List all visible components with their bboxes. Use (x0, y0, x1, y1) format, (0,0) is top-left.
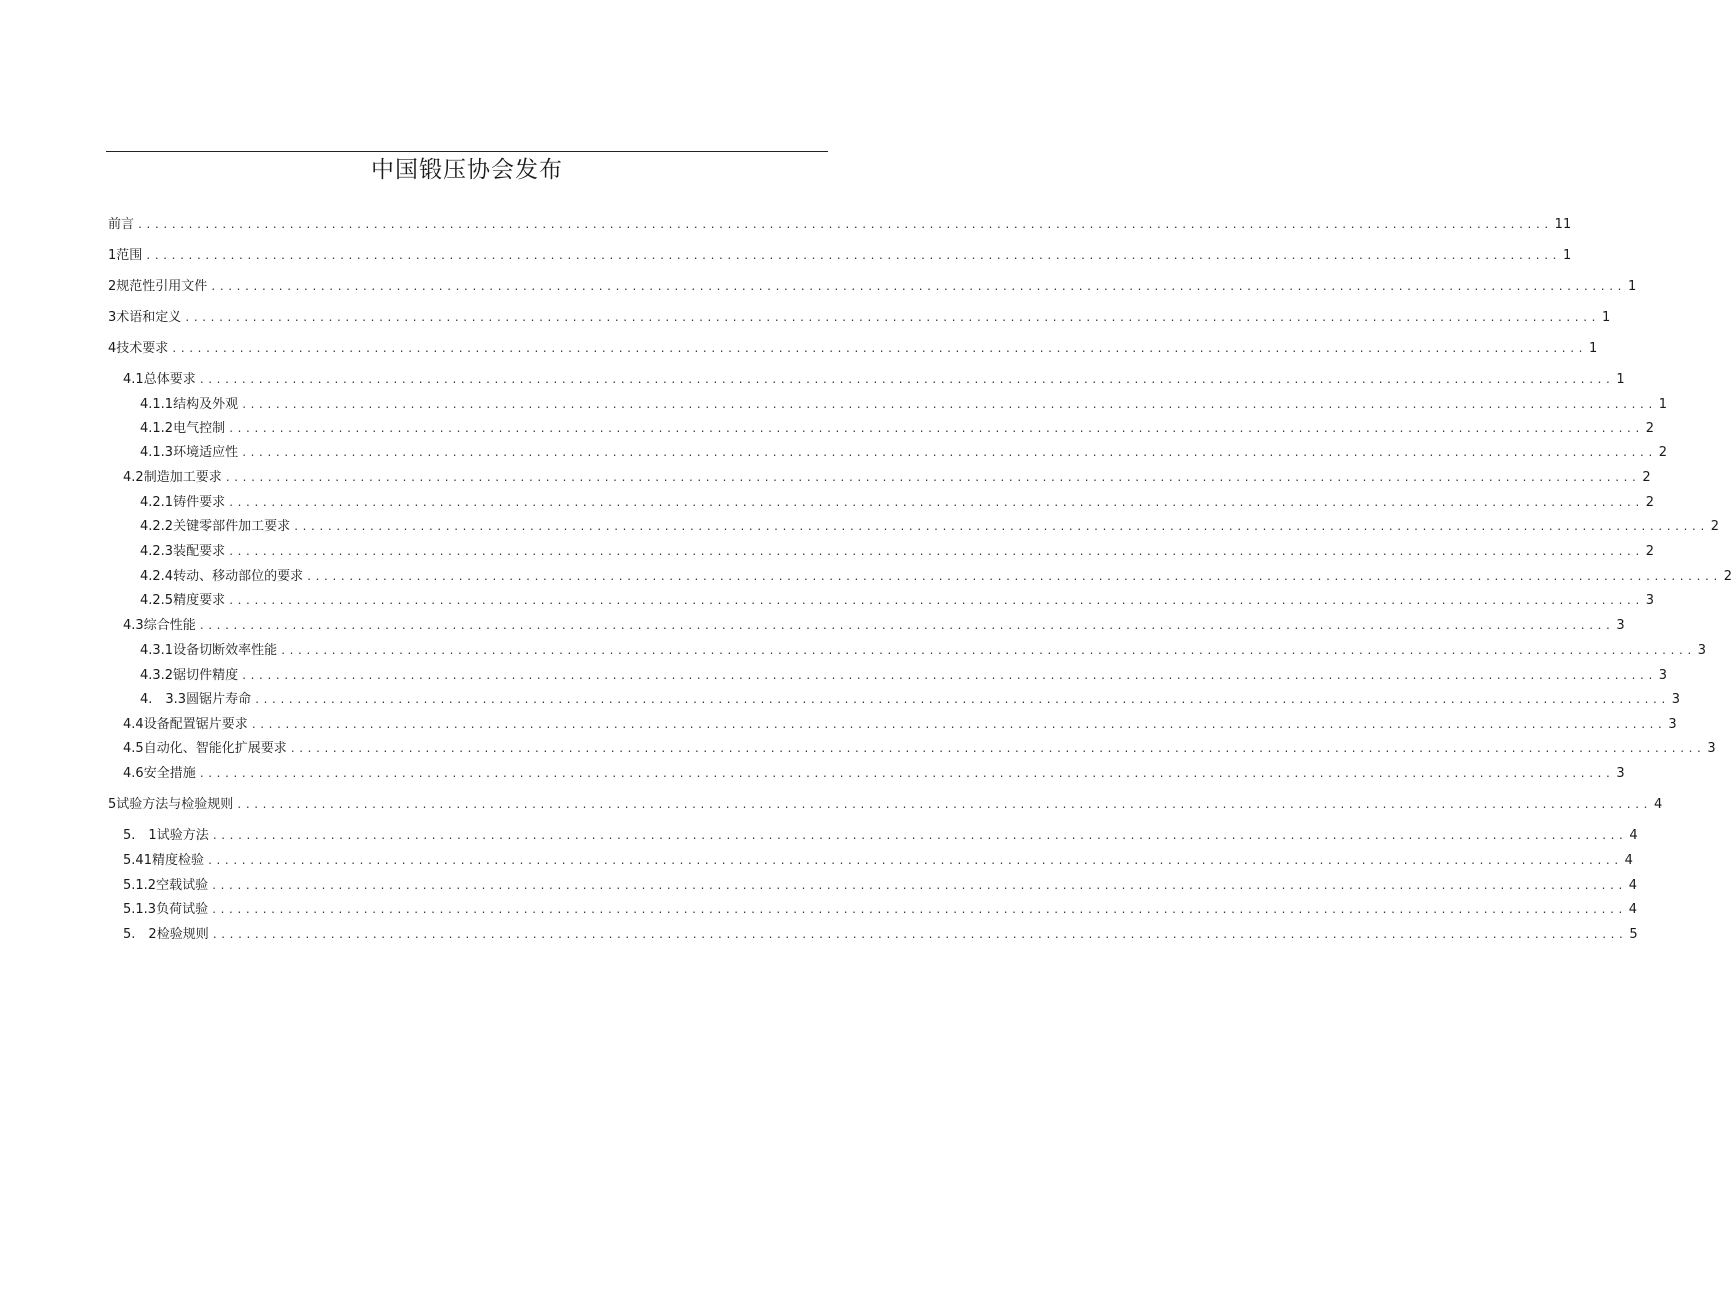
toc-leader-dots: ........................................................................................................................................................................ (236, 800, 1651, 811)
toc-entry-label: 自动化、智能化扩展要求 (143, 741, 287, 756)
toc-entry-number: 4. 3.3 (140, 692, 187, 707)
toc-entry-page: 3 (1668, 717, 1677, 732)
toc-entry-page: 4 (1629, 828, 1638, 843)
toc-entry-4-6[interactable] (123, 765, 1625, 784)
toc-entry-page: 1 (1627, 279, 1637, 294)
toc-entry-label: 综合性能 (143, 618, 196, 633)
toc-leader-dots: ........................................................................................................................................................................ (306, 572, 1721, 583)
toc-entry-page: 4 (1628, 878, 1638, 893)
toc-leader-dots: ........................................................................................................................................................................ (228, 547, 1643, 558)
toc-entry-page: 2 (1658, 445, 1668, 460)
toc-entry-label: 锯切件精度 (173, 668, 239, 683)
toc-entry-number: 4.1 (123, 372, 144, 387)
toc-entry-4-2-1[interactable] (140, 494, 1655, 513)
toc-entry-label: 结构及外观 (173, 397, 239, 412)
toc-leader-dots: ........................................................................................................................................................................ (206, 856, 1622, 867)
toc-leader-dots: ........................................................................................................................................................................ (198, 621, 1614, 632)
toc-entry-4-2[interactable] (123, 469, 1651, 488)
toc-entry-number: 1 (108, 248, 117, 263)
toc-entry-number: 5 (108, 797, 117, 812)
toc-entry-foreword[interactable] (108, 216, 1572, 235)
toc-entry-number: 4.2.3 (140, 544, 174, 559)
toc-leader-dots: ........................................................................................................................................................................ (171, 344, 1586, 355)
toc-entry-number: 5.1.3 (123, 902, 157, 917)
toc-entry-label: 圆锯片寿命 (186, 692, 252, 707)
toc-entry-label: 设备配置锯片要求 (143, 717, 248, 732)
toc-leader-dots: ........................................................................................................................................................................ (211, 930, 1627, 941)
toc-leader-dots: ........................................................................................................................................................................ (250, 720, 1666, 731)
header-rule (106, 151, 828, 152)
toc-entry-4-1-3[interactable] (140, 444, 1668, 463)
toc-entry-page: 1 (1562, 248, 1572, 263)
toc-leader-dots: ........................................................................................................................................................................ (145, 251, 1560, 262)
toc-entry-4-1[interactable] (123, 371, 1625, 390)
toc-entry-label: 试验方法 (156, 828, 209, 843)
toc-entry-number: 4.6 (123, 766, 144, 781)
toc-leader-dots: ........................................................................................................................................................................ (137, 220, 1552, 231)
toc-entry-page: 11 (1554, 217, 1572, 232)
toc-entry-number: 4.2 (123, 470, 144, 485)
toc-entry-label: 精度要求 (173, 593, 226, 608)
toc-entry-label: 安全措施 (143, 766, 196, 781)
toc-entry-4-3-1[interactable] (140, 642, 1707, 661)
toc-entry-test-methods[interactable] (108, 796, 1663, 815)
toc-leader-dots: ........................................................................................................................................................................ (198, 769, 1614, 780)
toc-entry-5-1-3[interactable] (123, 901, 1638, 920)
toc-entry-page: 2 (1645, 421, 1655, 436)
toc-entry-page: 2 (1645, 495, 1655, 510)
toc-entry-number: 4.5 (123, 741, 144, 756)
toc-leader-dots: ........................................................................................................................................................................ (224, 473, 1640, 484)
toc-entry-4-4[interactable] (123, 716, 1677, 735)
toc-entry-5-2[interactable] (123, 926, 1638, 945)
toc-leader-dots: ........................................................................................................................................................................ (241, 448, 1656, 459)
toc-entry-label: 空载试验 (156, 878, 209, 893)
toc-leader-dots: ........................................................................................................................................................................ (280, 646, 1695, 657)
toc-entry-normative-references[interactable] (108, 278, 1637, 297)
toc-entry-4-2-4[interactable] (140, 568, 1732, 587)
toc-entry-4-3-2[interactable] (140, 667, 1668, 686)
toc-leader-dots: ........................................................................................................................................................................ (228, 596, 1643, 607)
toc-entry-label: 试验方法与检验规则 (116, 797, 234, 812)
toc-leader-dots: ........................................................................................................................................................................ (241, 400, 1656, 411)
toc-entry-4-3[interactable] (123, 617, 1625, 636)
toc-entry-label: 检验规则 (156, 927, 209, 942)
toc-entry-label: 负荷试验 (156, 902, 209, 917)
toc-entry-number: 2 (108, 279, 117, 294)
toc-entry-number: 4.2.4 (140, 569, 174, 584)
toc-entry-number: 5. 2 (123, 927, 157, 942)
toc-entry-label: 制造加工要求 (143, 470, 222, 485)
toc-entry-label: 总体要求 (143, 372, 196, 387)
toc-entry-label: 电气控制 (173, 421, 226, 436)
toc-entry-number: 5. 1 (123, 828, 157, 843)
toc-entry-page: 1 (1658, 397, 1668, 412)
toc-entry-label: 规范性引用文件 (116, 279, 208, 294)
toc-entry-number: 4.2.5 (140, 593, 174, 608)
toc-entry-number: 5.1.2 (123, 878, 157, 893)
toc-entry-page: 3 (1658, 668, 1668, 683)
toc-entry-page: 4 (1624, 853, 1633, 868)
toc-entry-number: 4.2.2 (140, 519, 174, 534)
toc-entry-page: 4 (1653, 797, 1663, 812)
toc-entry-terms[interactable] (108, 309, 1611, 328)
toc-entry-label: 装配要求 (173, 544, 226, 559)
toc-entry-label: 范围 (116, 248, 143, 263)
toc-entry-page: 3 (1645, 593, 1655, 608)
toc-entry-4-1-1[interactable] (140, 396, 1668, 415)
toc-entry-number: 4.1.3 (140, 445, 174, 460)
toc-entry-5-4-1[interactable] (123, 852, 1633, 871)
toc-entry-number: 4.3.2 (140, 668, 174, 683)
toc-entry-number: 4.2.1 (140, 495, 174, 510)
page-title: 中国锻压协会发布 (371, 157, 563, 183)
toc-entry-4-3-3[interactable] (140, 691, 1681, 710)
toc-leader-dots: ........................................................................................................................................................................ (293, 522, 1708, 533)
toc-entry-technical-requirements[interactable] (108, 340, 1598, 359)
toc-entry-label: 前言 (108, 217, 135, 232)
toc-entry-page: 2 (1710, 519, 1720, 534)
toc-entry-4-2-3[interactable] (140, 543, 1655, 562)
toc-entry-number: 4.3 (123, 618, 144, 633)
toc-leader-dots: ........................................................................................................................................................................ (228, 424, 1643, 435)
toc-entry-5-1-2[interactable] (123, 877, 1638, 896)
toc-entry-number: 4.1.1 (140, 397, 174, 412)
toc-entry-4-2-2[interactable] (140, 518, 1720, 537)
toc-entry-label: 1精度检验 (143, 853, 204, 868)
toc-entry-number: 4.1.2 (140, 421, 174, 436)
toc-entry-page: 1 (1616, 372, 1625, 387)
toc-entry-page: 4 (1628, 902, 1638, 917)
toc-entry-scope[interactable] (108, 247, 1572, 266)
toc-entry-label: 转动、移动部位的要求 (173, 569, 304, 584)
toc-entry-page: 3 (1671, 692, 1681, 707)
toc-entry-4-1-2[interactable] (140, 420, 1655, 439)
toc-entry-page: 3 (1616, 766, 1625, 781)
toc-entry-page: 1 (1588, 341, 1598, 356)
toc-entry-label: 环境适应性 (173, 445, 239, 460)
toc-entry-label: 技术要求 (116, 341, 169, 356)
toc-entry-page: 3 (1697, 643, 1707, 658)
toc-entry-number: 4 (108, 341, 117, 356)
toc-entry-label: 设备切断效率性能 (173, 643, 278, 658)
toc-leader-dots: ........................................................................................................................................................................ (228, 498, 1643, 509)
toc-entry-number: 3 (108, 310, 117, 325)
toc-leader-dots: ........................................................................................................................................................................ (241, 671, 1656, 682)
toc-entry-number: 4.3.1 (140, 643, 174, 658)
toc-entry-page: 3 (1707, 741, 1716, 756)
toc-entry-page: 2 (1645, 544, 1655, 559)
toc-entry-page: 3 (1616, 618, 1625, 633)
toc-entry-label: 关键零部件加工要求 (173, 519, 291, 534)
toc-leader-dots: ........................................................................................................................................................................ (211, 831, 1627, 842)
toc-leader-dots: ........................................................................................................................................................................ (289, 744, 1705, 755)
toc-entry-4-5[interactable] (123, 740, 1716, 759)
toc-entry-page: 2 (1723, 569, 1732, 584)
toc-leader-dots: ........................................................................................................................................................................ (254, 695, 1669, 706)
toc-entry-5-1[interactable] (123, 827, 1638, 846)
toc-leader-dots: ........................................................................................................................................................................ (184, 313, 1599, 324)
toc-entry-page: 1 (1601, 310, 1611, 325)
toc-entry-page: 2 (1642, 470, 1651, 485)
toc-leader-dots: ........................................................................................................................................................................ (211, 881, 1626, 892)
toc-entry-4-2-5[interactable] (140, 592, 1655, 611)
toc-entry-page: 5 (1629, 927, 1638, 942)
toc-entry-number: 4.4 (123, 717, 144, 732)
toc-entry-label: 铸件要求 (173, 495, 226, 510)
toc-entry-label: 术语和定义 (116, 310, 182, 325)
toc-entry-number: 5.4 (123, 853, 144, 868)
toc-leader-dots: ........................................................................................................................................................................ (198, 375, 1614, 386)
toc-leader-dots: ........................................................................................................................................................................ (211, 905, 1626, 916)
toc-leader-dots: ........................................................................................................................................................................ (210, 282, 1625, 293)
